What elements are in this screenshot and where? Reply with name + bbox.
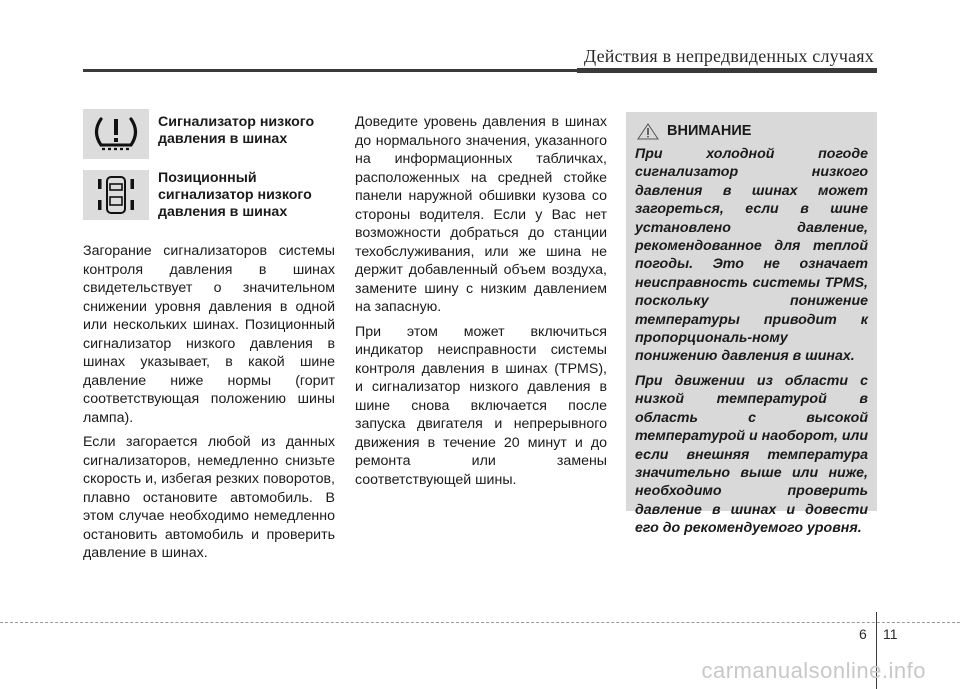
column-middle	[355, 113, 607, 495]
paragraph: Если загорается любой из данных сигнализаторов, немедленно снизьте скорость и, избегая резких поворотов, плавно остановите автомобиль. В этом случае необходимо немедленно остановить автомобиль и проверить давление в шинах.	[83, 434, 335, 561]
column-left	[83, 242, 335, 569]
tpms-icon-box	[83, 109, 149, 159]
footer-rule	[0, 622, 960, 623]
tpms-warning-icon	[88, 113, 144, 155]
warning-triangle-icon	[635, 122, 661, 140]
page-number: 11	[883, 626, 898, 642]
page-header-title: Действия в непредвиденных случаях	[583, 46, 874, 66]
warning-paragraph: При холодной погоде сигнализатор низкого давления в шинах может загореться, если в шине установлено давление, рекомендованное для теплой погоды. Это не означает неисправность системы TPMS, поскольку понижение температуры приводит к пропорциональ-ному понижению давления в шинах.	[635, 146, 868, 365]
paragraph: Загорание сигнализаторов системы контроля давления в шинах свидетельствует о значительном снижении уровня давления в одной или нескольких шинах. Позиционный сигнализатор низкого давления в шинах указывает, в какой шине давление ниже нормы (горит соответствующая положению шины лампа).	[83, 243, 335, 426]
section-number: 6	[859, 626, 867, 642]
paragraph: При этом может включиться индикатор неисправности системы контроля давления в шинах (TPMS), и сигнализатор низкого давления в шине снова включается после запуска двигателя и непрерывного движения в течение 20 минут и до ремонта или замены соответствующей шины.	[355, 323, 607, 488]
tpms-icon-label: Сигнализатор низкого давления в шинах	[158, 114, 315, 147]
warning-header	[635, 122, 868, 140]
header-rule	[83, 69, 877, 72]
watermark: carmanualsonline.info	[701, 658, 926, 683]
position-icon-label: Позиционный сигнализатор низкого давления в шинах	[158, 170, 312, 220]
warning-paragraph: При движении из области с низкой температурой в область с высокой температурой и наоборот, или если внешняя температура значительно выше или ниже, необходимо проверить давление в шинах и довести его до рекомендуемого уровня.	[635, 372, 869, 537]
warning-title: ВНИМАНИЕ	[667, 123, 752, 139]
paragraph: Доведите уровень давления в шинах до нормального значения, указанного на информационных табличках, расположенных на средней стойке панели наружной обшивки кузова со стороны водителя. Если у Вас нет возможности добраться до станции техобслуживания, или же шина не держит добавленный объем воздуха, замените шину с низким давлением на запасную.	[355, 114, 607, 315]
car-tire-position-icon	[88, 173, 144, 217]
warning-box	[626, 112, 877, 537]
position-icon-box	[83, 170, 149, 220]
